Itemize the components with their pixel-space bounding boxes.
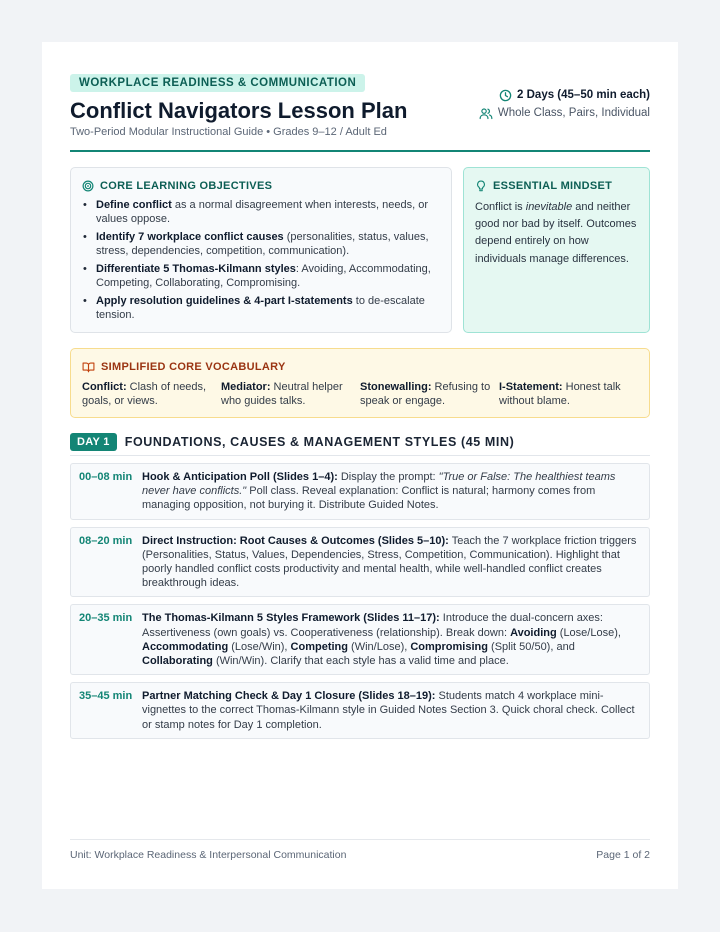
vocab-term: Mediator: (221, 381, 271, 393)
style-name: Accommodating (142, 640, 229, 653)
objectives-row (70, 167, 650, 333)
schedule-lead: Partner Matching Check & Day 1 Closure (Slides 18–19): (142, 690, 436, 703)
day1-divider (70, 455, 650, 456)
header-divider (70, 150, 650, 152)
mindset-heading-row (475, 179, 638, 193)
day1-schedule (70, 463, 650, 739)
objectives-heading: CORE LEARNING OBJECTIVES (100, 180, 273, 192)
vocabulary-heading-row (82, 360, 638, 374)
objectives-list (82, 198, 440, 322)
header (70, 73, 650, 152)
duration-row (479, 86, 650, 104)
vocab-item (82, 380, 221, 408)
subject-tag: WORKPLACE READINESS & COMMUNICATION (70, 74, 365, 92)
schedule-item (70, 463, 650, 520)
vocab-term: I-Statement: (499, 381, 563, 393)
vocab-term: Stonewalling: (360, 381, 432, 393)
grouping-text: Whole Class, Pairs, Individual (497, 107, 650, 119)
objective-text: as a normal disagreement when interests, needs, or values oppose. (96, 199, 428, 226)
objective-item (82, 198, 440, 226)
footer-unit: Unit: Workplace Readiness & Interpersonal Communication (70, 849, 347, 861)
objective-key: Identify 7 workplace conflict causes (96, 230, 284, 243)
style-name: Compromising (410, 640, 488, 653)
vocab-definition: Honest talk without blame. (499, 381, 621, 408)
vocab-item (221, 380, 360, 408)
mindset-box (463, 167, 650, 333)
duration-text: 2 Days (45–50 min each) (517, 89, 650, 101)
vocab-item (360, 380, 499, 408)
schedule-time: 20–35 min (79, 612, 133, 625)
schedule-lead: The Thomas-Kilmann 5 Styles Framework (Slides 11–17): (142, 612, 440, 625)
objective-text: to de-escalate tension. (96, 294, 425, 321)
schedule-description (142, 611, 641, 668)
objective-key: Define conflict (96, 199, 172, 211)
objective-text: (personalities, status, values, stress, dependencies, competition, communication). (96, 230, 429, 258)
schedule-text: (Win/Lose), (348, 640, 411, 653)
schedule-lead: Hook & Anticipation Poll (Slides 1–4): (142, 471, 338, 483)
lightbulb-icon (475, 180, 487, 192)
mindset-text (475, 199, 638, 268)
target-icon (82, 180, 94, 192)
schedule-time: 08–20 min (79, 534, 133, 547)
schedule-time: 00–08 min (79, 471, 133, 483)
day1-title: FOUNDATIONS, CAUSES & MANAGEMENT STYLES (45 MIN) (124, 435, 515, 449)
schedule-text: Students match 4 workplace mini-vignettes to the correct Thomas-Kilmann style in Guided Notes Section 3. Quick choral check. Collect or stamp notes for Day 1 completion. (142, 690, 635, 731)
vocab-term: Conflict: (82, 381, 127, 393)
day1-badge: DAY 1 (70, 433, 117, 451)
objective-item (82, 294, 440, 322)
vocabulary-list (82, 380, 638, 408)
mindset-emphasis: inevitable (525, 201, 573, 213)
style-name: Collaborating (142, 655, 213, 668)
mindset-heading: ESSENTIAL MINDSET (493, 180, 613, 192)
schedule-time: 35–45 min (79, 690, 133, 703)
schedule-text: (Lose/Lose), (556, 626, 621, 639)
schedule-text: Introduce the dual-concern axes: Assertiveness (own goals) vs. Cooperativeness (relationship). Break down: (142, 612, 603, 639)
vocab-definition: Neutral helper who guides talks. (221, 381, 343, 408)
schedule-description (142, 470, 641, 513)
lesson-meta (479, 86, 650, 122)
mindset-pre: Conflict is (475, 201, 526, 213)
vocab-definition: Clash of needs, goals, or views. (82, 381, 207, 408)
book-icon (82, 361, 95, 373)
style-name: Competing (290, 640, 348, 653)
objectives-box (70, 167, 452, 333)
schedule-text: (Split 50/50), and (487, 640, 575, 653)
objective-key: Apply resolution guidelines & 4-part I-statements (96, 294, 353, 307)
vocabulary-heading: SIMPLIFIED CORE VOCABULARY (101, 361, 286, 373)
page-content (70, 73, 650, 746)
page-title: Conflict Navigators Lesson Plan (70, 98, 408, 123)
schedule-item (70, 682, 650, 739)
vocab-definition: Refusing to speak or engage. (360, 381, 491, 408)
objective-key: Differentiate 5 Thomas-Kilmann styles (96, 262, 296, 275)
page-subtitle: Two-Period Modular Instructional Guide • Grades 9–12 / Adult Ed (70, 126, 387, 138)
schedule-description (142, 534, 641, 591)
grouping-row (479, 104, 650, 122)
mindset-post: and neither good nor bad by itself. Outcomes depend entirely on how individuals manage differences. (475, 201, 637, 265)
page-footer (70, 839, 650, 861)
vocabulary-box (70, 348, 650, 418)
clock-icon (499, 89, 512, 102)
day1-header (70, 433, 650, 451)
objective-item (82, 262, 440, 290)
schedule-text: (Lose/Win), (228, 640, 291, 653)
schedule-item (70, 604, 650, 675)
objective-text: : Avoiding, Accommodating, Competing, Collaborating, Compromising. (96, 262, 431, 290)
schedule-prompt: "True or False: The healthiest teams never have conflicts." (142, 471, 616, 498)
lesson-plan-page (42, 42, 678, 889)
objectives-heading-row (82, 179, 440, 193)
style-name: Avoiding (510, 626, 557, 639)
schedule-description (142, 689, 641, 732)
schedule-lead: Direct Instruction: Root Causes & Outcomes (Slides 5–10): (142, 534, 449, 547)
users-icon (479, 107, 493, 120)
vocab-item (499, 380, 638, 408)
page-number: Page 1 of 2 (596, 849, 650, 861)
schedule-text: Display the prompt: (337, 471, 439, 483)
schedule-item (70, 527, 650, 598)
schedule-text: Poll class. Reveal explanation: Conflict is natural; harmony comes from managing opposition, not burying it. Distribute Guided Notes. (142, 485, 596, 512)
schedule-text: Teach the 7 workplace friction triggers (Personalities, Status, Values, Dependencies, Stress, Competition, Communication). Highlight that poorly handled conflict costs productivity and mental health, while well-handled conflict creates breakthrough ideas. (142, 534, 637, 590)
schedule-text: (Win/Win). Clarify that each style has a valid time and place. (212, 655, 509, 668)
objective-item (82, 230, 440, 258)
